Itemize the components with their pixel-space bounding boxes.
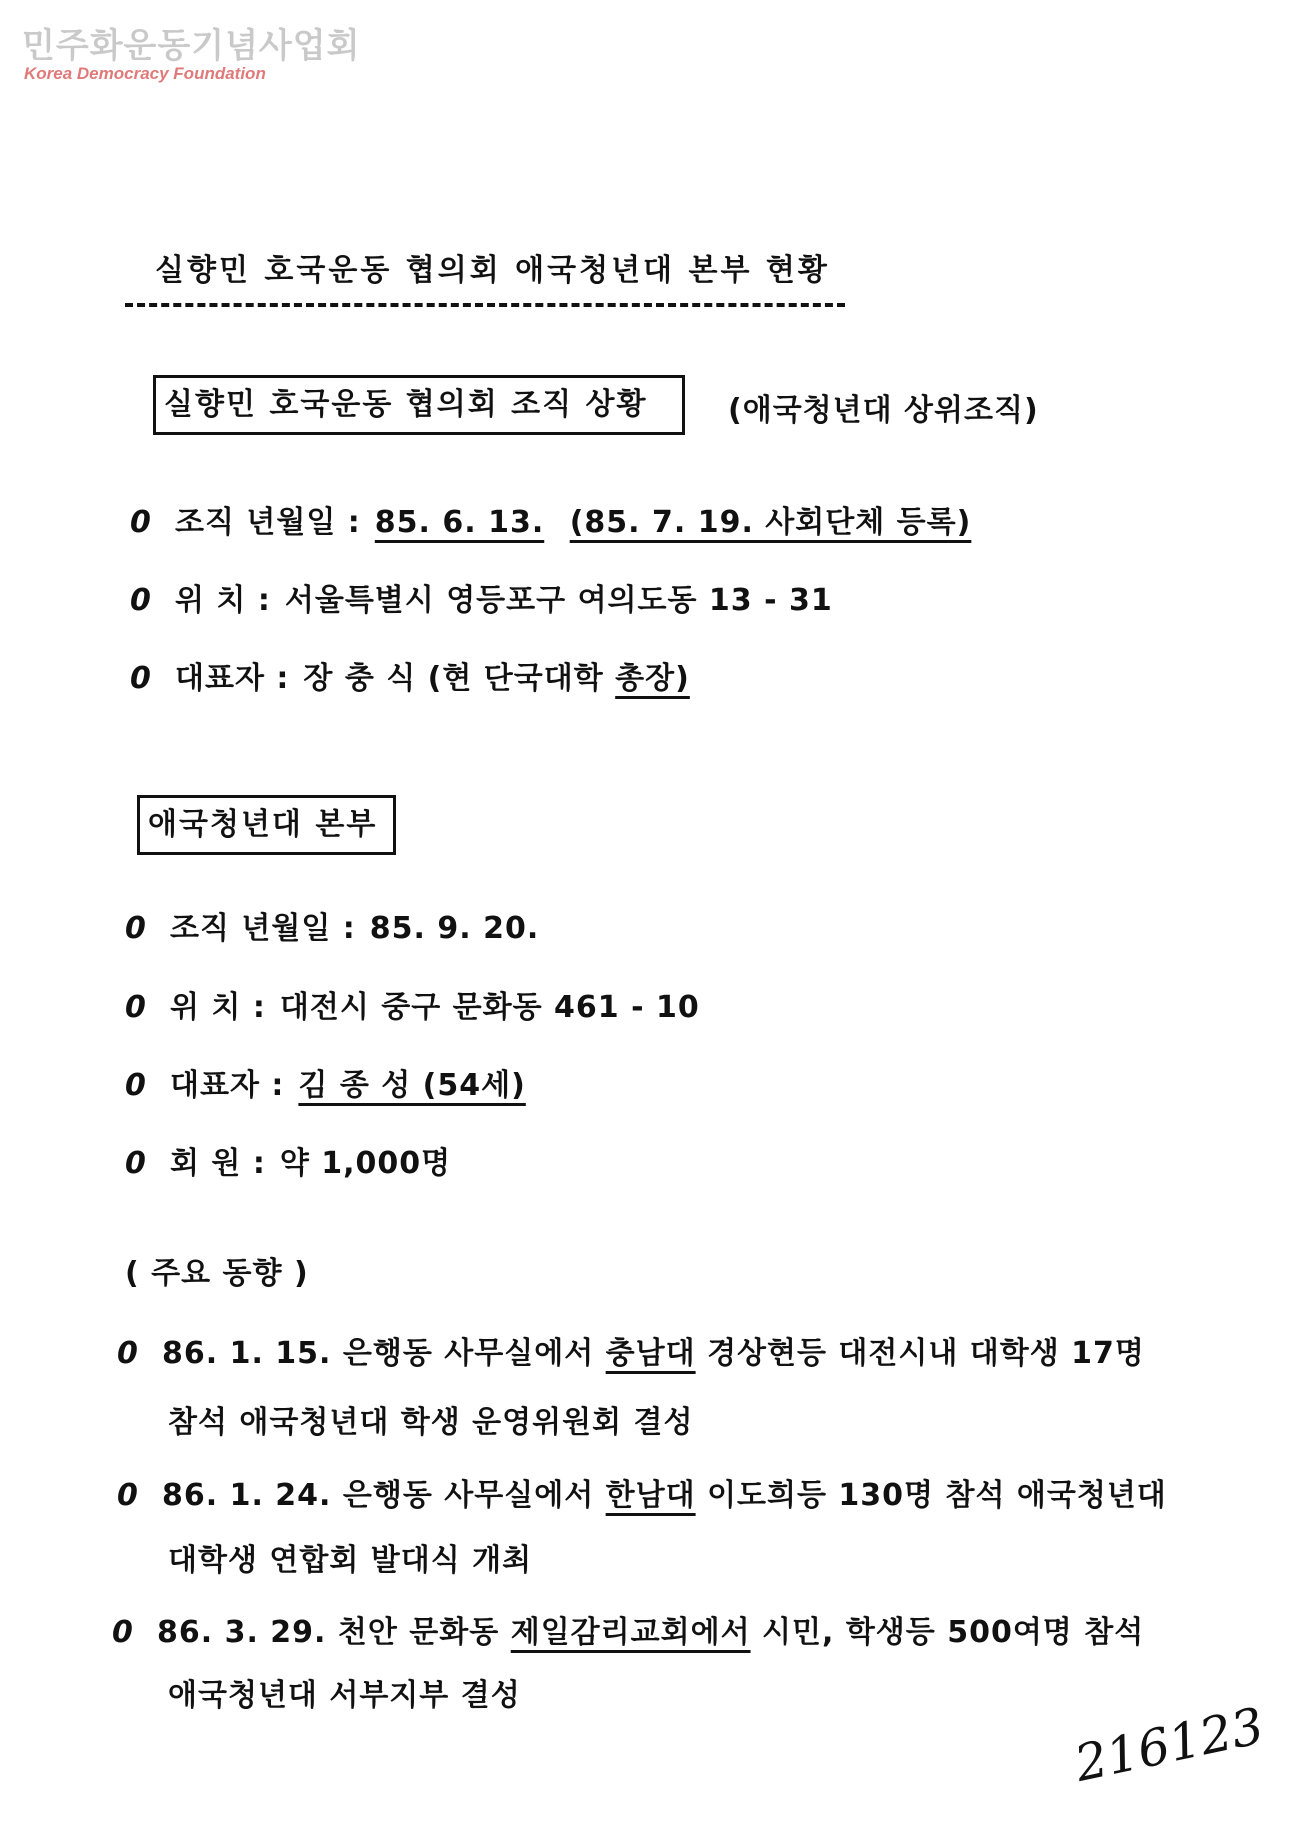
section2-heading: 애국청년대 본부 (137, 795, 396, 855)
bullet: 0 (130, 505, 152, 540)
document-title: 실향민 호국운동 협의회 애국청년대 본부 현황 (155, 253, 830, 288)
item-label: 회 원 : (170, 1146, 266, 1181)
bullet: 0 (125, 1146, 147, 1181)
trend-item-1-line2: 참석 애국청년대 학생 운영위원회 결성 (168, 1405, 694, 1440)
bullet: 0 (117, 1336, 139, 1371)
item-value: 김 종 성 (54세) (298, 1068, 526, 1103)
watermark-english: Korea Democracy Foundation (24, 64, 266, 83)
section1-heading: 실향민 호국운동 협의회 조직 상황 (153, 375, 685, 435)
item-value: 장 충 식 (현 단국대학 (303, 661, 604, 696)
item-extra: 총장) (615, 661, 690, 696)
section2-item-location (125, 982, 700, 1026)
item-label: 조직 년월일 : (175, 505, 361, 540)
bullet: 0 (117, 1478, 139, 1513)
section1-note: (애국청년대 상위조직) (728, 393, 1039, 428)
section1-item-founded (130, 497, 971, 541)
section2-item-founded (125, 903, 539, 947)
trend-date: 86. 3. 29. (157, 1615, 327, 1650)
trend-text-after: 시민, 학생등 500여명 참석 (762, 1615, 1145, 1650)
trend-text-after: 경상현등 대전시내 대학생 17명 (707, 1336, 1145, 1371)
trend-underlined: 충남대 (605, 1336, 696, 1371)
section2-item-members (125, 1138, 451, 1182)
title-divider (125, 303, 845, 307)
trend-text-after: 이도희등 130명 참석 애국청년대 (707, 1478, 1167, 1513)
item-value: 약 1,000명 (279, 1146, 452, 1181)
item-label: 대표자 : (175, 661, 290, 696)
item-value: 서울특별시 영등포구 여의도동 13 - 31 (284, 583, 833, 618)
trend-item-1 (117, 1328, 1145, 1372)
bullet: 0 (125, 990, 147, 1025)
watermark-korean: 민주화운동기념사업회 (22, 26, 361, 66)
bullet: 0 (125, 911, 147, 946)
section2-item-representative (125, 1060, 526, 1104)
section1-item-location (130, 575, 833, 619)
section1-item-representative (130, 653, 690, 697)
item-value: 대전시 중구 문화동 461 - 10 (279, 990, 700, 1025)
item-label: 대표자 : (170, 1068, 285, 1103)
trend-text: 천안 문화동 (337, 1615, 500, 1650)
trend-text: 은행동 사무실에서 (342, 1478, 595, 1513)
trend-date: 86. 1. 24. (162, 1478, 332, 1513)
trend-item-3-line2: 애국청년대 서부지부 결성 (168, 1678, 521, 1713)
trend-date: 86. 1. 15. (162, 1336, 332, 1371)
trend-item-2-line2: 대학생 연합회 발대식 개최 (168, 1543, 533, 1578)
trend-item-3 (112, 1607, 1144, 1651)
trend-underlined: 제일감리교회에서 (510, 1615, 751, 1650)
item-label: 위 치 : (170, 990, 266, 1025)
item-value: 85. 6. 13. (374, 505, 545, 540)
item-extra: (85. 7. 19. 사회단체 등록) (569, 505, 972, 540)
bullet: 0 (130, 583, 152, 618)
reference-number: 216123 (1069, 1696, 1269, 1793)
item-label: 조직 년월일 : (170, 911, 356, 946)
trend-underlined: 한남대 (605, 1478, 696, 1513)
bullet: 0 (130, 661, 152, 696)
trend-text: 은행동 사무실에서 (342, 1336, 595, 1371)
trend-item-2 (117, 1470, 1167, 1514)
trends-heading: ( 주요 동향 ) (125, 1256, 309, 1291)
bullet: 0 (112, 1615, 134, 1650)
item-label: 위 치 : (175, 583, 271, 618)
bullet: 0 (125, 1068, 147, 1103)
item-value: 85. 9. 20. (369, 911, 540, 946)
